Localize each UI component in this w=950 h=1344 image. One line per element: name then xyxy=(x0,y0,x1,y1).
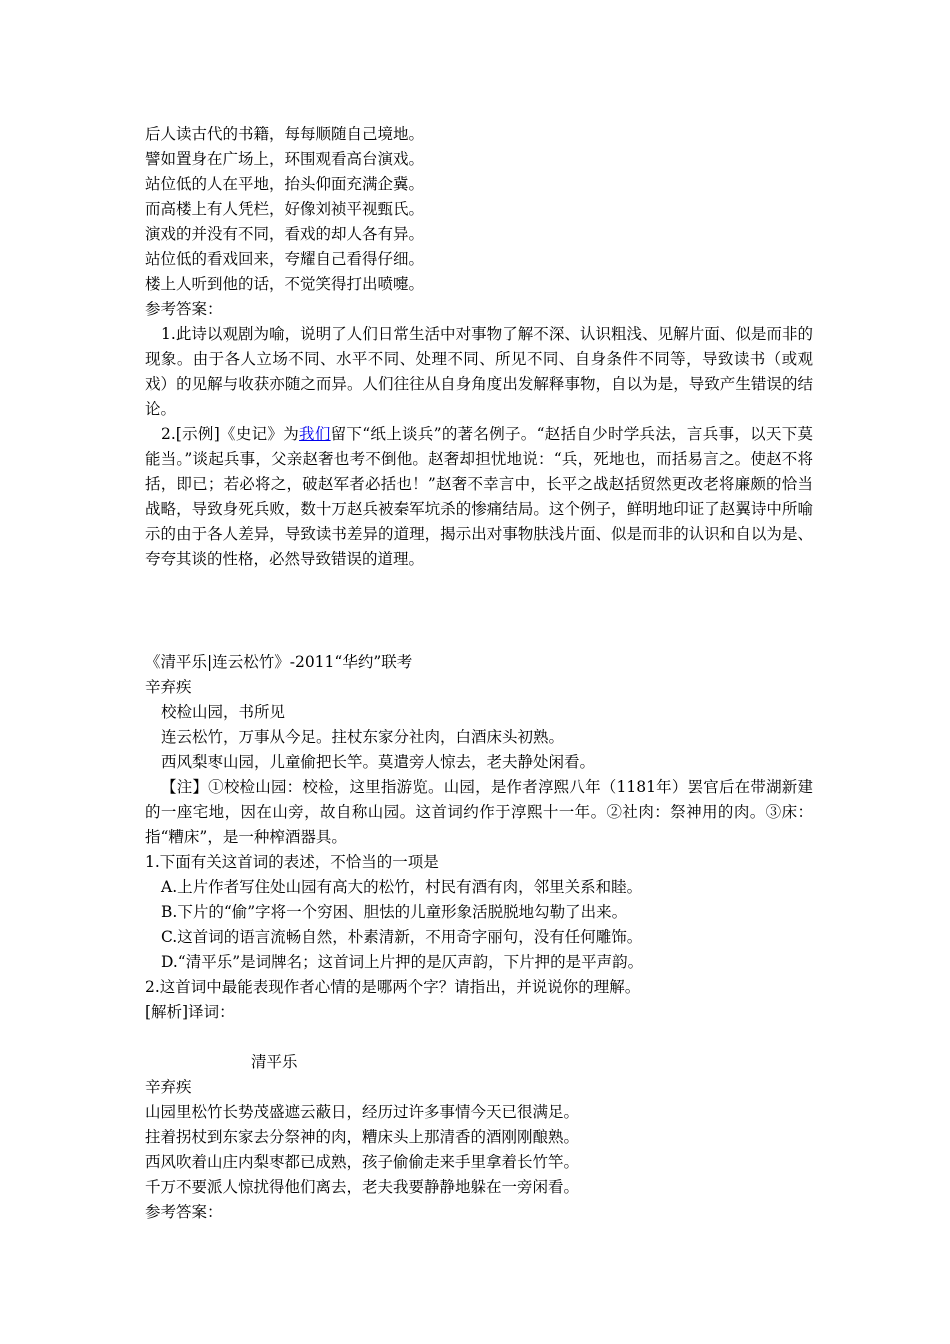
answer-2 xyxy=(145,422,813,572)
answer-2-text: 2.[示例]《史记》为 xyxy=(161,425,300,443)
analysis-label: [解析]译词： xyxy=(145,1003,235,1021)
question-2: 2.这首词中最能表现作者心情的是哪两个字？请指出，并说说你的理解。 xyxy=(145,978,641,996)
poem-translation-1 xyxy=(145,122,813,297)
translation-line: 譬如置身在广场上，环围观看高台演戏。 xyxy=(145,150,425,168)
poem-preface: 校检山园，书所见 xyxy=(161,703,286,721)
inline-link[interactable]: 我们 xyxy=(299,425,331,443)
option-a: A.上片作者写住处山园有高大的松竹，村民有酒有肉，邻里关系和睦。 xyxy=(161,878,643,896)
document-page xyxy=(145,122,813,1225)
translation-line: 演戏的并没有不同，看戏的却人各有异。 xyxy=(145,225,425,243)
answer-1: 1.此诗以观剧为喻，说明了人们日常生活中对事物了解不深、认识粗浅、见解片面、似是而非的现象。由于各人立场不同、水平不同、处理不同、所见不同、自身条件不同等，导致读书（或观戏）的见解与收获亦随之而异。人们往往从自身角度出发解释事物，自以为是，导致产生错误的结论。 xyxy=(145,325,813,418)
translation-line: 站位低的看戏回来，夸耀自己看得仔细。 xyxy=(145,250,425,268)
option-d: D.“清平乐”是词牌名；这首词上片押的是仄声韵，下片押的是平声韵。 xyxy=(161,953,644,971)
translation-line: 西风吹着山庄内梨枣都已成熟，孩子偷偷走来手里拿着长竹竿。 xyxy=(145,1153,580,1171)
translation-line: 拄着拐杖到东家去分祭神的肉，糟床头上那清香的酒刚刚酿熟。 xyxy=(145,1128,580,1146)
translation-author: 辛弃疾 xyxy=(145,1078,192,1096)
poem-author: 辛弃疾 xyxy=(145,678,192,696)
translation-line: 山园里松竹长势茂盛遮云蔽日，经历过许多事情今天已很满足。 xyxy=(145,1103,580,1121)
translation-line: 后人读古代的书籍，每每顺随自己境地。 xyxy=(145,125,425,143)
translation-line: 楼上人听到他的话，不觉笑得打出喷嚏。 xyxy=(145,275,425,293)
option-b: B.下片的“偷”字将一个穷困、胆怯的儿童形象活脱脱地勾勒了出来。 xyxy=(161,903,628,921)
option-c: C.这首词的语言流畅自然，朴素清新，不用奇字丽句，没有任何雕饰。 xyxy=(161,928,643,946)
translation-line: 站位低的人在平地，抬头仰面充满企冀。 xyxy=(145,175,425,193)
poem-line: 西风梨枣山园，儿童偷把长竿。莫遣旁人惊去，老夫静处闲看。 xyxy=(161,753,596,771)
answer-heading: 参考答案： xyxy=(145,1203,223,1221)
poem-note: 【注】①校检山园：校检，这里指游览。山园，是作者淳熙八年（1181年）罢官后在带湖新建的一座宅地，因在山旁，故自称山园。这首词约作于淳熙十一年。②社肉：祭神用的肉。③床：指“糟床”，是一种榨酒器具。 xyxy=(145,778,813,846)
answer-2-text: 留下“纸上谈兵”的著名例子。“赵括自少时学兵法，言兵事，以天下莫能当。”谈起兵事，父亲赵奢也考不倒他。赵奢却担忧地说：“兵，死地也，而括易言之。使赵不将括，即已；若必将之，破赵军者必括也！”赵奢不幸言中，长平之战赵括贸然更改老将廉颇的恰当战略，导致身死兵败，数十万赵兵被秦军坑杀的惨痛结局。这个例子，鲜明地印证了赵翼诗中所喻示的由于各人差异，导致读书差异的道理，揭示出对事物肤浅片面、似是而非的认识和自以为是、夸夸其谈的性格，必然导致错误的道理。 xyxy=(145,425,813,568)
spacer xyxy=(145,1025,813,1050)
spacer xyxy=(145,572,813,650)
translation-line: 千万不要派人惊扰得他们离去，老夫我要静静地躲在一旁闲看。 xyxy=(145,1178,580,1196)
translation-title: 清平乐 xyxy=(251,1053,298,1071)
poem-line: 连云松竹，万事从今足。拄杖东家分社肉，白酒床头初熟。 xyxy=(161,728,565,746)
section-title: 《清平乐|连云松竹》-2011“华约”联考 xyxy=(145,653,413,671)
translation-line: 而高楼上有人凭栏，好像刘祯平视甄氏。 xyxy=(145,200,425,218)
question-1: 1.下面有关这首词的表述，不恰当的一项是 xyxy=(145,853,439,871)
answer-heading: 参考答案： xyxy=(145,300,223,318)
